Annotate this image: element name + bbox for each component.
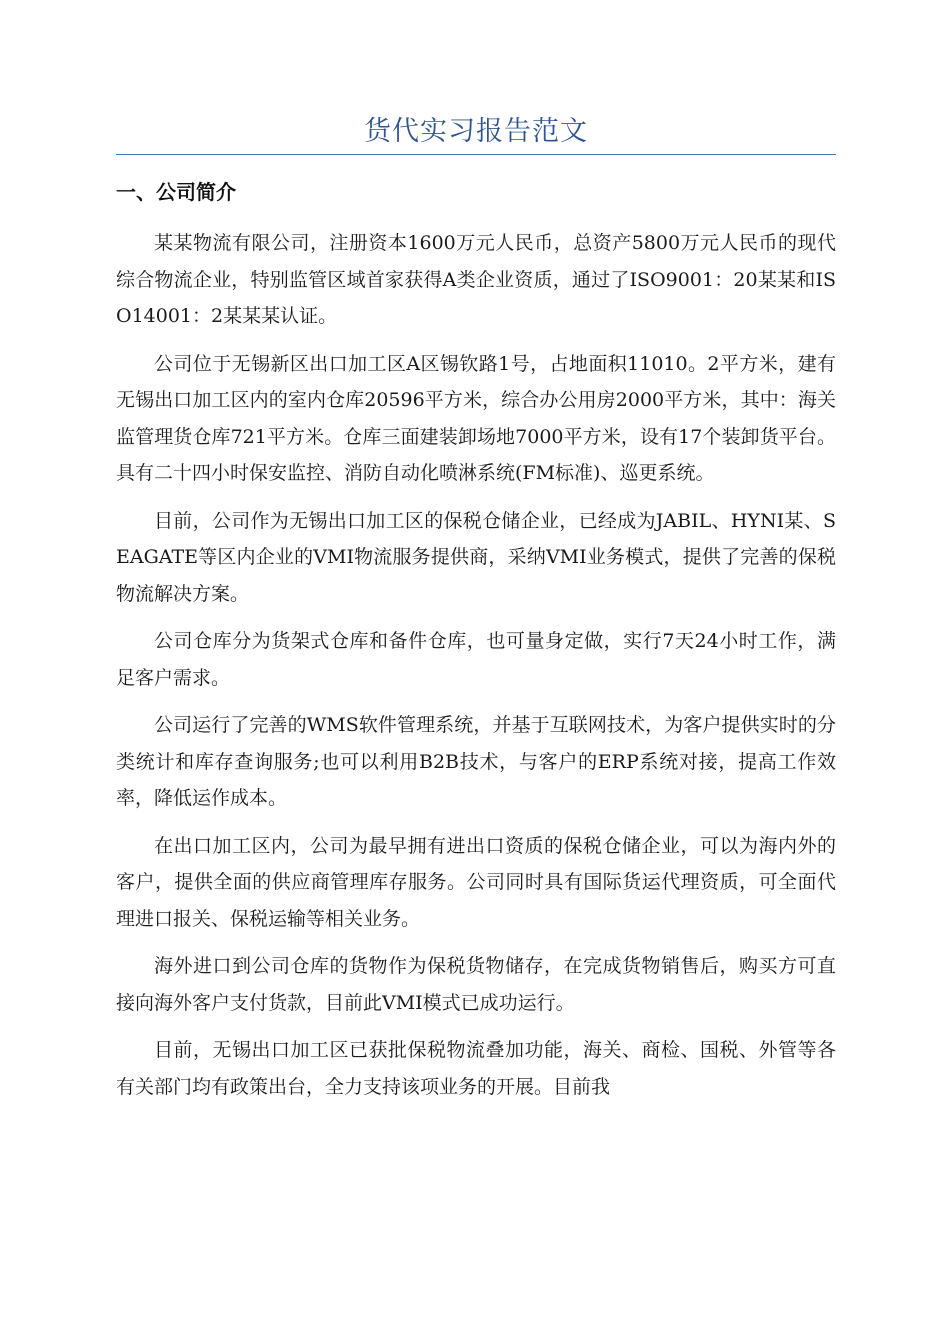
paragraph: 公司运行了完善的WMS软件管理系统，并基于互联网技术，为客户提供实时的分类统计和库存查询服务;也可以利用B2B技术，与客户的ERP系统对接，提高工作效率，降低运作成本。 (116, 714, 836, 809)
paragraph: 目前，公司作为无锡出口加工区的保税仓储企业，已经成为JABIL、HYNI某、SEAGATE等区内企业的VMI物流服务提供商，采纳VMI业务模式，提供了完善的保税物流解决方案。 (116, 509, 836, 605)
paragraph: 公司位于无锡新区出口加工区A区锡钦路1号，占地面积11010。2平方米，建有无锡出口加工区内的室内仓库20596平方米，综合办公用房2000平方米，其中：海关监管理货仓库721平方米。仓库三面建装卸场地7000平方米，设有17个装卸货平台。具有二十四小时保安监控、消防自动化喷淋系统(FM标准)、巡更系统。 (116, 352, 836, 484)
body-text (116, 225, 836, 1105)
paragraph: 海外进口到公司仓库的货物作为保税货物储存，在完成货物销售后，购买方可直接向海外客户支付货款，目前此VMI模式已成功运行。 (116, 955, 836, 1014)
paragraph: 目前，无锡出口加工区已获批保税物流叠加功能，海关、商检、国税、外管等各有关部门均有政策出台，全力支持该项业务的开展。目前我 (116, 1039, 836, 1098)
title-underline (116, 154, 836, 155)
document-title: 货代实习报告范文 (364, 116, 588, 147)
paragraph: 某某物流有限公司，注册资本1600万元人民币，总资产5800万元人民币的现代综合物流企业，特别监管区域首家获得A类企业资质，通过了ISO9001：20某某和ISO14001：2某某某认证。 (116, 232, 836, 327)
section-heading: 一、公司简介 (116, 180, 236, 204)
paragraph: 在出口加工区内，公司为最早拥有进出口资质的保税仓储企业，可以为海内外的客户，提供全面的供应商管理库存服务。公司同时具有国际货运代理资质，可全面代理进口报关、保税运输等相关业务。 (116, 834, 836, 930)
paragraph: 公司仓库分为货架式仓库和备件仓库，也可量身定做，实行7天24小时工作，满足客户需求。 (116, 630, 836, 689)
document-page (116, 0, 836, 1105)
